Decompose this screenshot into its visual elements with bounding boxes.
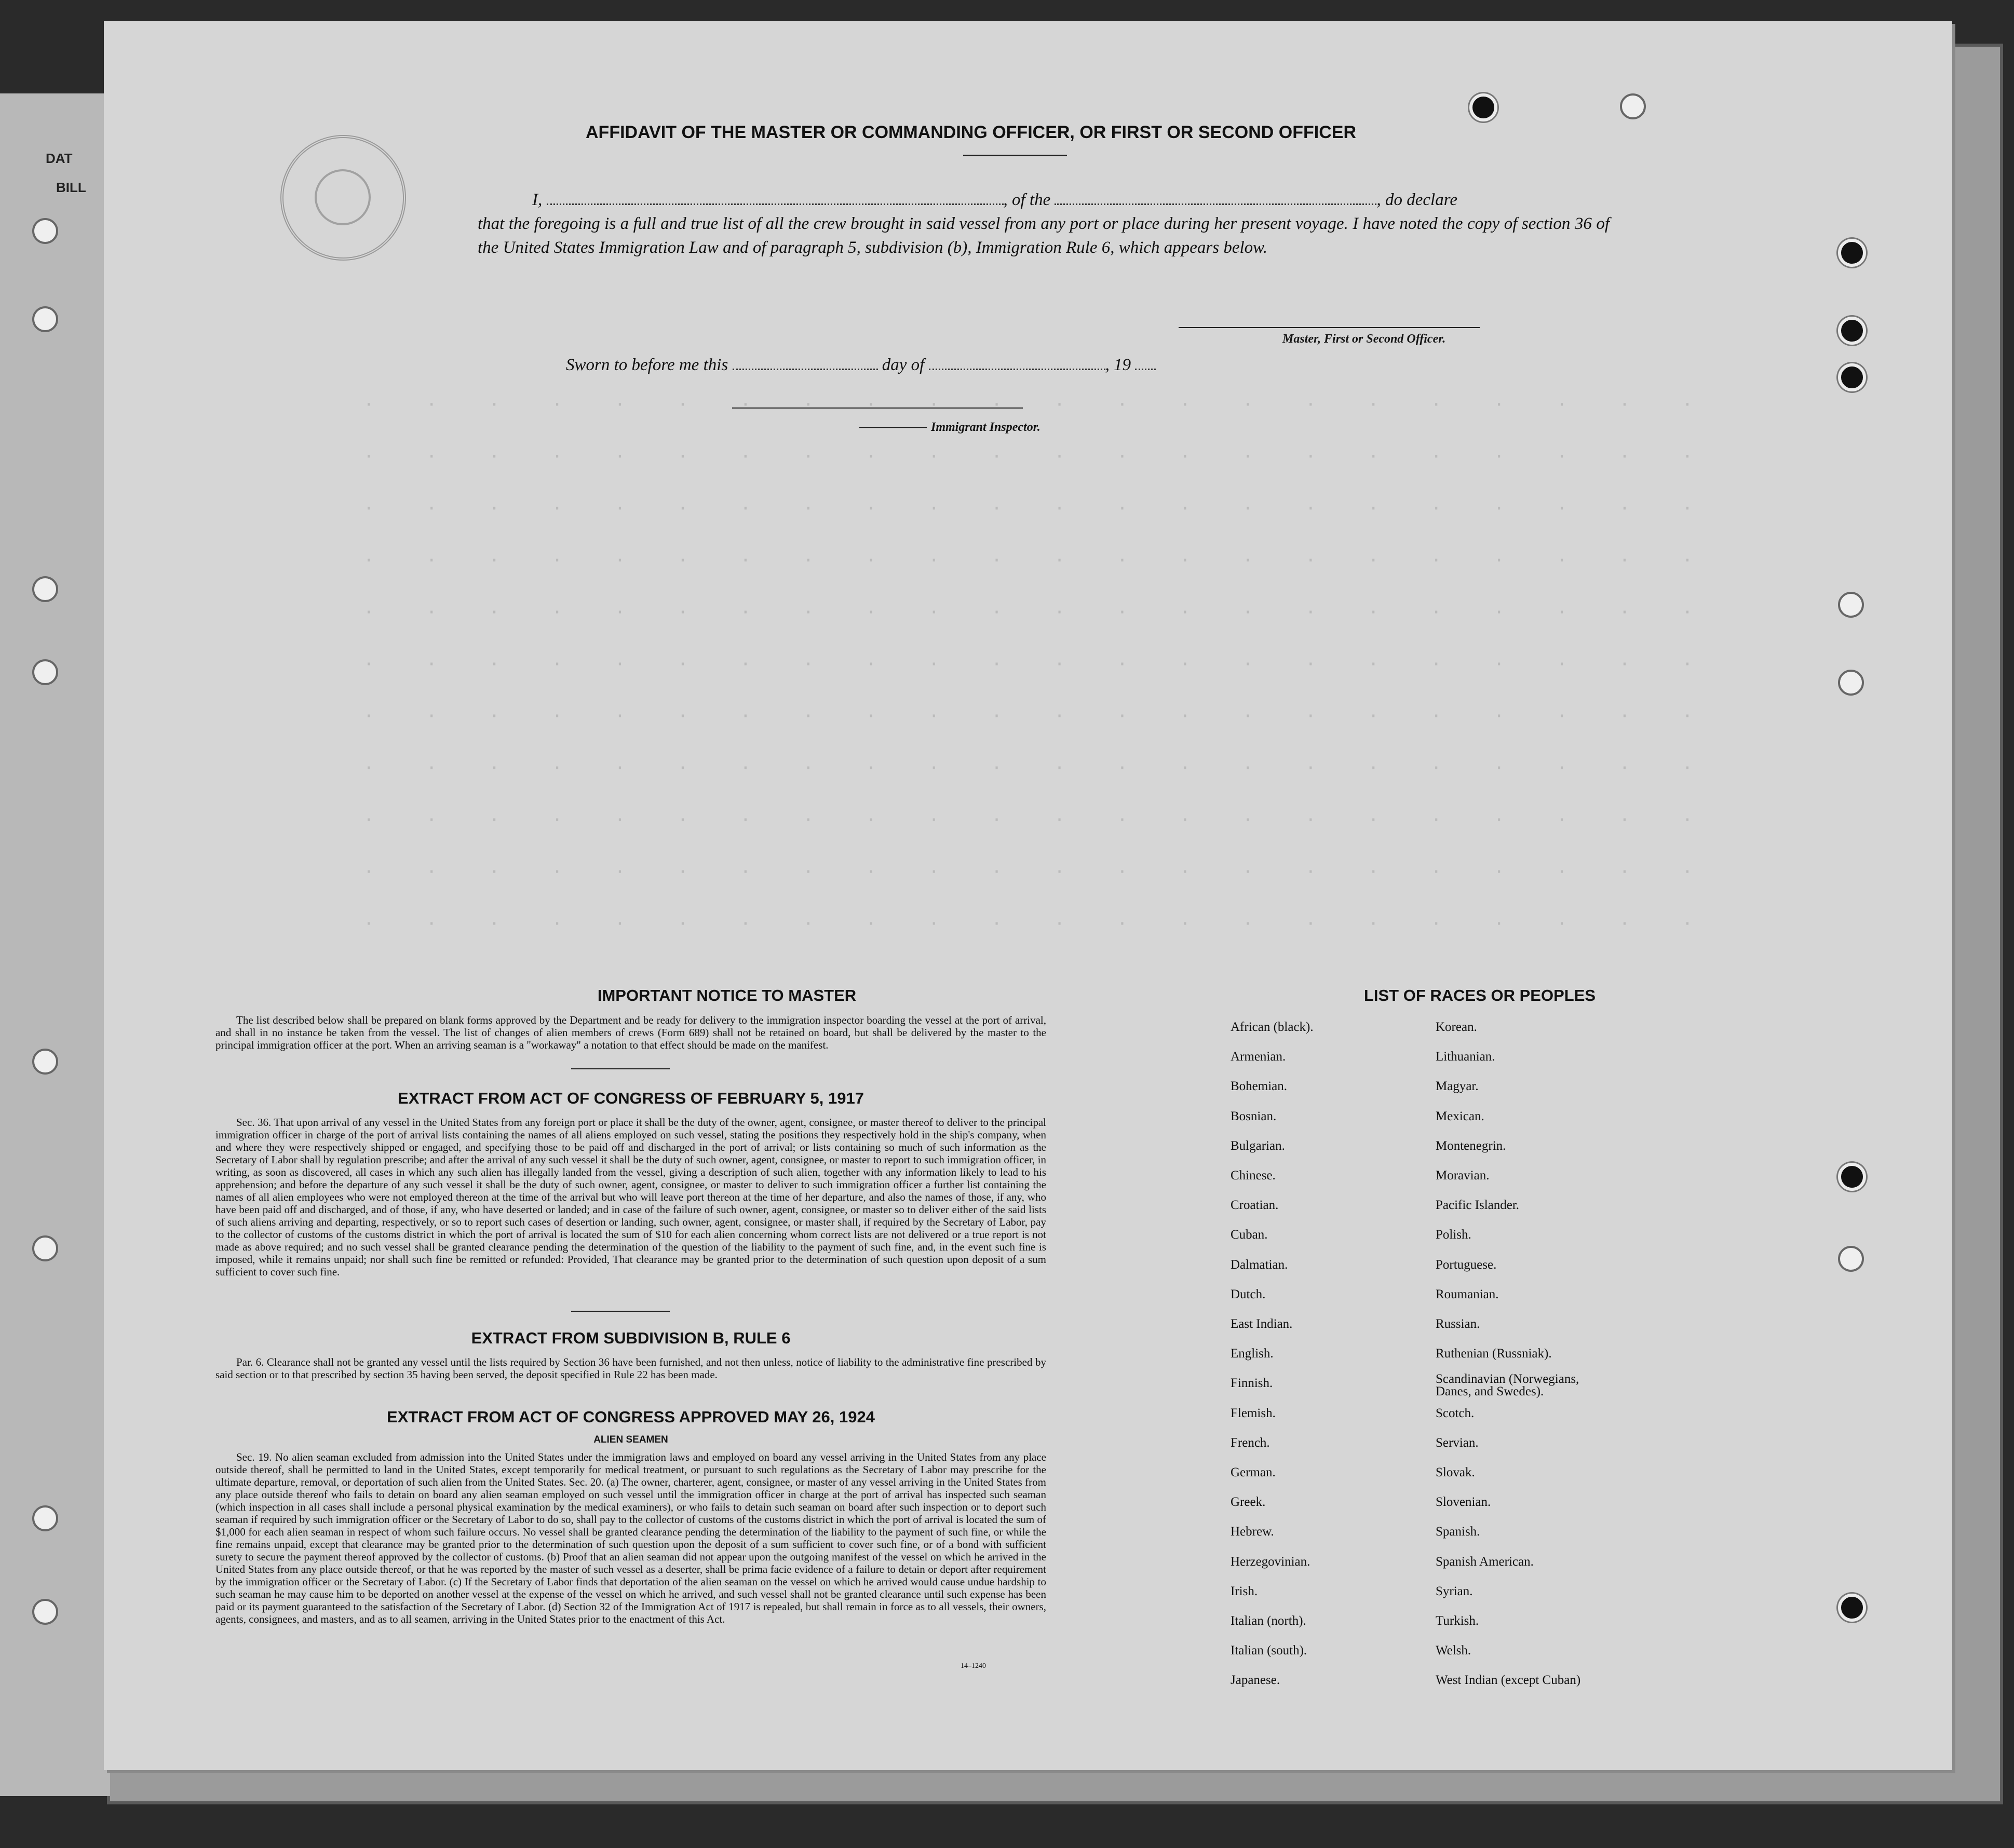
race-item: Moravian. [1436, 1168, 1490, 1183]
notice-title: IMPORTANT NOTICE TO MASTER [597, 986, 857, 1004]
race-item: Montenegrin. [1436, 1138, 1506, 1153]
extract-1924-subtitle: ALIEN SEAMEN [593, 1434, 668, 1445]
race-item: Cuban. [1231, 1228, 1268, 1242]
race-item: German. [1231, 1465, 1276, 1479]
race-item: Spanish American. [1436, 1554, 1534, 1569]
race-item: Bulgarian. [1231, 1138, 1285, 1153]
inspector-signature-line[interactable] [732, 407, 1023, 409]
affidavit-title: AFFIDAVIT OF THE MASTER OR COMMANDING OFFICER, OR FIRST OR SECOND OFFICER [586, 123, 1356, 142]
race-item: Syrian. [1436, 1584, 1473, 1598]
extract-rule6-title: EXTRACT FROM SUBDIVISION B, RULE 6 [471, 1329, 791, 1347]
punch-hole [32, 306, 58, 332]
race-item: Magyar. [1436, 1079, 1479, 1094]
punch-hole [1838, 317, 1866, 345]
punch-hole [1838, 239, 1866, 267]
race-item: Croatian. [1231, 1198, 1279, 1213]
punch-hole [32, 218, 58, 244]
races-left-column [1231, 1020, 1438, 1695]
race-item: English. [1231, 1347, 1274, 1361]
race-item: Bosnian. [1231, 1109, 1277, 1123]
punch-hole [32, 1505, 58, 1531]
edge-label-dat: DAT [46, 151, 73, 166]
punch-hole [1620, 93, 1646, 119]
affidavit-of-the: , of the [1003, 191, 1051, 209]
race-item: Portuguese. [1436, 1257, 1497, 1272]
signature-line[interactable] [1179, 327, 1480, 328]
race-item: Dutch. [1231, 1287, 1266, 1301]
race-item: Dalmatian. [1231, 1257, 1288, 1272]
extract-1917-title: EXTRACT FROM ACT OF CONGRESS OF FEBRUARY 5, 1917 [398, 1089, 864, 1107]
day-blank[interactable] [733, 358, 878, 370]
race-item: Servian. [1436, 1435, 1479, 1450]
race-item: Welsh. [1436, 1643, 1471, 1658]
race-item: Chinese. [1231, 1168, 1276, 1183]
official-seal-stamp [280, 135, 406, 261]
name-blank[interactable] [547, 193, 1004, 205]
race-item: Japanese. [1231, 1673, 1280, 1688]
punch-hole [32, 1235, 58, 1261]
extract-1924-title: EXTRACT FROM ACT OF CONGRESS APPROVED MAY 26, 1924 [387, 1408, 875, 1426]
punch-hole [32, 576, 58, 602]
affidavit-body: that the foregoing is a full and true list of all the crew brought in said vessel from any port or place during her present voyage. I have noted the copy of section 36 of the United States Immigration Law and of paragraph 5, subdivision (b), Immigration Rule 6, which appears below. [478, 214, 1610, 257]
race-item: Herzegovinian. [1231, 1554, 1310, 1569]
form-number: 14–1240 [961, 1662, 986, 1670]
punch-hole [1838, 670, 1864, 696]
race-item: Italian (south). [1231, 1643, 1307, 1658]
race-item: Roumanian. [1436, 1287, 1499, 1301]
race-item: Armenian. [1231, 1050, 1286, 1064]
race-item: Scandinavian (Norwegians, Danes, and Swedes). [1436, 1372, 1579, 1399]
races-right-column [1436, 1020, 1674, 1695]
race-item: Spanish. [1436, 1525, 1480, 1539]
punch-hole [1838, 592, 1864, 618]
races-title: LIST OF RACES OR PEOPLES [1363, 986, 1596, 1004]
race-item: African (black). [1231, 1020, 1314, 1034]
year-blank[interactable] [1135, 358, 1156, 370]
race-item: Scotch. [1436, 1406, 1475, 1420]
race-item: Pacific Islander. [1436, 1198, 1520, 1213]
punch-hole [32, 1599, 58, 1625]
affidavit-declaration [478, 188, 1610, 260]
race-item: Korean. [1436, 1020, 1477, 1034]
race-item: Slovak. [1436, 1465, 1475, 1479]
edge-label-bill: BILL [56, 180, 86, 195]
race-item: Russian. [1436, 1317, 1480, 1331]
punch-hole [32, 659, 58, 685]
section-rule [571, 1311, 670, 1312]
inspector-label: Immigrant Inspector. [859, 420, 1040, 434]
race-item: Lithuanian. [1436, 1050, 1495, 1064]
race-item: West Indian (except Cuban) [1436, 1673, 1581, 1688]
vessel-blank[interactable] [1055, 193, 1376, 205]
race-item: Hebrew. [1231, 1525, 1274, 1539]
title-rule [963, 155, 1067, 156]
punch-hole [1838, 1246, 1864, 1272]
extract-1917-text: Sec. 36. That upon arrival of any vessel in the United States from any foreign port or place it shall be the duty of the owner, agent, consignee, or master thereof to deliver to the principal immigration officer in charge of the port of arrival lists containing the names of all aliens employed on such vessel, stating the positions they respectively hold in the ship's company, when and where they were respectively shipped or engaged, and specifying those to be paid off and discharged in the port of arrival; or lists containing so much of such information as the Secretary of Labor shall by regulation prescribe; and after the arrival of any such vessel it shall be the duty of such owner, agent, consignee, or master to report to such immigration officer, in writing, as soon as discovered, all cases in which any such alien has illegally landed from the vessel, giving a description of such alien, together with any information likely to lead to his apprehension; and before the departure of any such vessel it shall be the duty of such owner, agent, consignee, or master to deliver to such immigration officer a further list containing the names of all alien employees who were not employed thereon at the time of the arrival but who will leave port thereon at the time of her departure, and also the names of those, if any, who have been paid off and discharged, and of those, if any, who have deserted or landed; and in case of the failure of such owner, agent, consignee, or master so to deliver either of the said lists of such aliens arriving and departing, respectively, or so to report such cases of desertion or landing, such owner, agent, consignee, or master shall, if required by the Secretary of Labor, pay to the collector of customs of the customs district in which the port of arrival is located the sum of $10 for each alien concerning whom correct lists are not delivered or a true report is not made as above required; and no such vessel shall be granted clearance pending the determination of the question of the liability to the payment of such fine, and, in the event such fine is imposed, while it remains unpaid; nor shall such fine be remitted or refunded: Provided, That clearance may be granted prior to the determination of such question upon deposit of a sum sufficient to cover such fine. [215, 1116, 1046, 1278]
race-item: Finnish. [1231, 1376, 1273, 1391]
punch-hole [1469, 93, 1497, 121]
document-page [104, 21, 1952, 1770]
race-item: Ruthenian (Russniak). [1436, 1347, 1552, 1361]
race-item: Polish. [1436, 1228, 1471, 1242]
month-blank[interactable] [929, 358, 1105, 370]
section-rule [571, 1068, 670, 1069]
notice-text: The list described below shall be prepared on blank forms approved by the Department and be ready for delivery to the immigration inspector boarding the vessel at the port of arrival, and shall in no instance be taken from the vessel. The list of changes of alien members of crews (Form 689) shall not be retained on board, but shall be delivered by the master to the principal immigration officer at the port. When an arriving seaman is a "workaway" a notation to that effect should be made on the manifest. [215, 1014, 1046, 1051]
extract-rule6-text: Par. 6. Clearance shall not be granted any vessel until the lists required by Section 36 have been furnished, and not then unless, notice of liability to the administrative fine prescribed by said section or to that prescribed by section 35 having been served, the deposit specified in Rule 22 has been made. [215, 1356, 1046, 1381]
race-item: Turkish. [1436, 1614, 1479, 1628]
race-item: Greek. [1231, 1495, 1266, 1510]
affidavit-i: I, [532, 191, 543, 209]
punch-hole [1838, 363, 1866, 391]
sworn-day: day of [882, 356, 925, 374]
race-item: Mexican. [1436, 1109, 1484, 1123]
punch-hole [32, 1049, 58, 1075]
sworn-line [566, 353, 1345, 377]
extract-1924-text: Sec. 19. No alien seaman excluded from admission into the United States under the immigration laws and employed on board any vessel arriving in the United States from any place outside thereof, shall be permitted to land in the United States, except temporarily for medical treatment, or pursuant to such regulations as the Secretary of Labor may prescribe for the ultimate departure, removal, or deportation of such alien from the United States. Sec. 20. (a) The owner, charterer, agent, consignee, or master of any vessel arriving in the United States from any place outside thereof who fails to detain on board any alien seaman employed on such vessel until the immigration officer in charge at the port of arrival has inspected such seaman (which inspection in all cases shall include a personal physical examination by the medical examiners), or who fails to detain such seaman on board after such inspection or to deport such seaman if required by such immigration officer or the Secretary of Labor to do so, shall pay to the collector of customs of the customs district in which the port of arrival is located the sum of $1,000 for each alien seaman in respect of whom such failure occurs. No vessel shall be granted clearance pending the determination of the liability to the payment of such fine, or while the fine remains unpaid, except that clearance may be granted prior to the determination of such question upon the deposit of a sum sufficient to cover such fine, or of a bond with sufficient surety to secure the payment thereof approved by the collector of customs. (b) Proof that an alien seaman did not appear upon the outgoing manifest of the vessel on which he arrived in the United States from any place outside thereof, or that he was reported by the master of such vessel as a deserter, shall be prima facie evidence of a failure to detain or deport after requirement by the immigration officer or the Secretary of Labor. (c) If the Secretary of Labor finds that deportation of the alien seaman on the vessel on which he arrived would cause undue hardship to such seaman he may cause him to be deported on another vessel at the expense of the vessel on which he arrived, and such vessel shall not be granted clearance until such expense has been paid or its payment guaranteed to the satisfaction of the Secretary of Labor. (d) Section 32 of the Immigration Act of 1917 is repealed, but shall remain in force as to all vessels, their owners, agents, consignees, and masters, and as to all seamen, arriving in the United States prior to the enactment of this Act. [215, 1451, 1046, 1625]
punch-hole [1838, 1163, 1866, 1191]
bleed-through-texture: · · · · · · · · · · · · · · · · · · · · · · · · · · · · · · · · · · · · · · · · · · · · · · · · · · · · · · · · · · · · · · · · · · · · · · · · · · · · · · · · · · · · · · · · · · · · · · · · · · · · · · · · · · · · · · · · · · · · · · · · · · · · · · · · · · · · · · · · · · · · · · · · · · · · · · · · · · · · · · · · · · · · · · · · · · · · · · · · · · · · · · · · · · · · · · · · · · · · · · · · · · · · · · · · · · · · · · · · · · · · · · · · · · · · · · · · · · · · · · · · · · [363, 395, 1714, 934]
sworn-year: , 19 [1105, 356, 1131, 374]
race-item: Slovenian. [1436, 1495, 1491, 1510]
punch-hole [1838, 1594, 1866, 1622]
signature-label: Master, First or Second Officer. [1282, 332, 1446, 346]
race-item: Bohemian. [1231, 1079, 1288, 1094]
race-item: French. [1231, 1435, 1270, 1450]
left-binding-strip [0, 93, 110, 1796]
race-item: Flemish. [1231, 1406, 1276, 1420]
race-item: Italian (north). [1231, 1614, 1306, 1628]
sworn-start: Sworn to before me this [566, 356, 728, 374]
race-item: East Indian. [1231, 1317, 1293, 1331]
race-item: Irish. [1231, 1584, 1258, 1598]
affidavit-do-declare: , do declare [1376, 191, 1457, 209]
